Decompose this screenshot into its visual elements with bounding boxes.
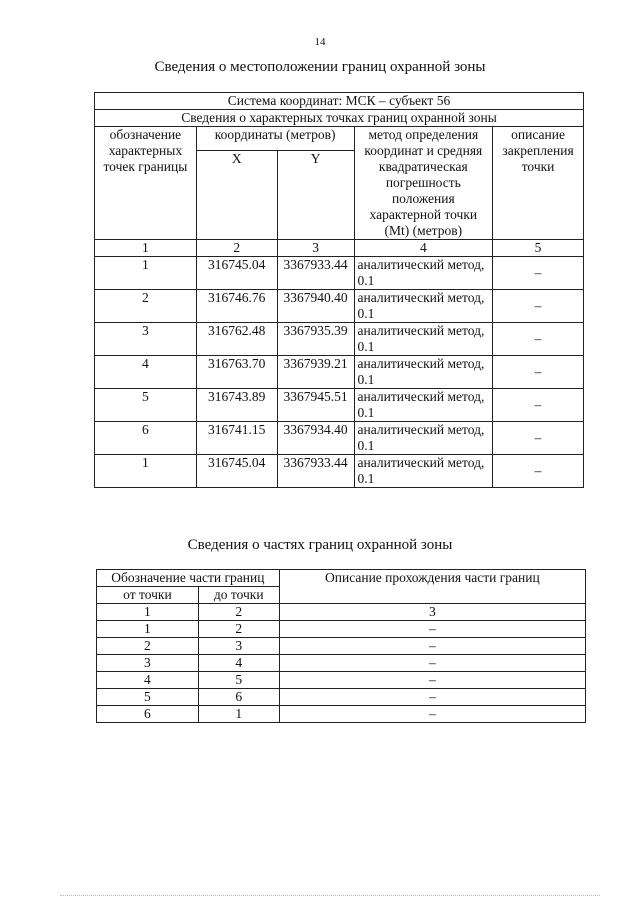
header-coords: координаты (метров) bbox=[196, 127, 354, 151]
parts-header-row bbox=[97, 570, 586, 587]
point-cell: 3 bbox=[95, 323, 197, 356]
header-point: обозначение характерных точек границы bbox=[95, 127, 197, 240]
table-row bbox=[95, 257, 584, 290]
from-cell: 2 bbox=[97, 638, 199, 655]
header-to: до точки bbox=[198, 587, 279, 604]
y-cell: 3367934.40 bbox=[277, 422, 354, 455]
table-row bbox=[97, 689, 586, 706]
x-cell: 316763.70 bbox=[196, 356, 277, 389]
x-cell: 316743.89 bbox=[196, 389, 277, 422]
header-from: от точки bbox=[97, 587, 199, 604]
desc-cell: – bbox=[279, 638, 585, 655]
parts-col-numbers-row bbox=[97, 604, 586, 621]
col-number: 3 bbox=[277, 240, 354, 257]
desc-cell: – bbox=[493, 323, 584, 356]
x-cell: 316746.76 bbox=[196, 290, 277, 323]
header-x: X bbox=[196, 151, 277, 240]
section-title-cell: Сведения о характерных точках границ охранной зоны bbox=[95, 110, 584, 127]
footer-divider bbox=[60, 895, 600, 896]
y-cell: 3367933.44 bbox=[277, 257, 354, 290]
point-cell: 2 bbox=[95, 290, 197, 323]
y-cell: 3367933.44 bbox=[277, 455, 354, 488]
desc-cell: – bbox=[493, 257, 584, 290]
header-y: Y bbox=[277, 151, 354, 240]
point-cell: 6 bbox=[95, 422, 197, 455]
col-number: 1 bbox=[97, 604, 199, 621]
table-row bbox=[95, 422, 584, 455]
to-cell: 1 bbox=[198, 706, 279, 723]
method-cell: аналитический метод, 0.1 bbox=[354, 323, 493, 356]
coord-system-row bbox=[95, 93, 584, 110]
method-cell: аналитический метод, 0.1 bbox=[354, 257, 493, 290]
col-number: 4 bbox=[354, 240, 493, 257]
y-cell: 3367945.51 bbox=[277, 389, 354, 422]
section-title-row bbox=[95, 110, 584, 127]
x-cell: 316741.15 bbox=[196, 422, 277, 455]
x-cell: 316745.04 bbox=[196, 257, 277, 290]
table-row bbox=[95, 389, 584, 422]
method-cell: аналитический метод, 0.1 bbox=[354, 290, 493, 323]
point-cell: 5 bbox=[95, 389, 197, 422]
table-row bbox=[97, 706, 586, 723]
desc-cell: – bbox=[279, 655, 585, 672]
col-number: 3 bbox=[279, 604, 585, 621]
desc-cell: – bbox=[279, 706, 585, 723]
method-cell: аналитический метод, 0.1 bbox=[354, 356, 493, 389]
x-cell: 316745.04 bbox=[196, 455, 277, 488]
table-row bbox=[97, 638, 586, 655]
parts-title: Сведения о частях границ охранной зоны bbox=[187, 537, 453, 553]
table-row bbox=[95, 290, 584, 323]
desc-cell: – bbox=[493, 290, 584, 323]
y-cell: 3367935.39 bbox=[277, 323, 354, 356]
col-number: 5 bbox=[493, 240, 584, 257]
from-cell: 5 bbox=[97, 689, 199, 706]
desc-cell: – bbox=[493, 356, 584, 389]
page-number: 14 bbox=[314, 36, 326, 48]
header-desc: описание закрепления точки bbox=[493, 127, 584, 240]
col-number: 1 bbox=[95, 240, 197, 257]
from-cell: 3 bbox=[97, 655, 199, 672]
desc-cell: – bbox=[279, 689, 585, 706]
method-cell: аналитический метод, 0.1 bbox=[354, 455, 493, 488]
point-cell: 1 bbox=[95, 257, 197, 290]
table-row bbox=[97, 655, 586, 672]
header-part-designation: Обозначение части границ bbox=[97, 570, 280, 587]
desc-cell: – bbox=[493, 389, 584, 422]
col-number: 2 bbox=[198, 604, 279, 621]
to-cell: 3 bbox=[198, 638, 279, 655]
point-cell: 4 bbox=[95, 356, 197, 389]
table-row bbox=[95, 323, 584, 356]
from-cell: 4 bbox=[97, 672, 199, 689]
from-cell: 6 bbox=[97, 706, 199, 723]
y-cell: 3367939.21 bbox=[277, 356, 354, 389]
parts-table bbox=[96, 569, 586, 723]
point-cell: 1 bbox=[95, 455, 197, 488]
x-cell: 316762.48 bbox=[196, 323, 277, 356]
table-row bbox=[97, 672, 586, 689]
y-cell: 3367940.40 bbox=[277, 290, 354, 323]
coord-system-cell: Система координат: МСК – субъект 56 bbox=[95, 93, 584, 110]
header-method: метод определения координат и средняя квадратическая погрешность положения характерной точки (Mt) (метров) bbox=[354, 127, 493, 240]
location-title: Сведения о местоположении границ охранной зоны bbox=[154, 59, 486, 75]
table-row bbox=[95, 356, 584, 389]
table-row bbox=[95, 455, 584, 488]
col-number: 2 bbox=[196, 240, 277, 257]
from-cell: 1 bbox=[97, 621, 199, 638]
header-part-description: Описание прохождения части границ bbox=[279, 570, 585, 604]
to-cell: 4 bbox=[198, 655, 279, 672]
method-cell: аналитический метод, 0.1 bbox=[354, 422, 493, 455]
to-cell: 5 bbox=[198, 672, 279, 689]
method-cell: аналитический метод, 0.1 bbox=[354, 389, 493, 422]
desc-cell: – bbox=[279, 672, 585, 689]
desc-cell: – bbox=[493, 422, 584, 455]
to-cell: 2 bbox=[198, 621, 279, 638]
table-row bbox=[97, 621, 586, 638]
desc-cell: – bbox=[279, 621, 585, 638]
to-cell: 6 bbox=[198, 689, 279, 706]
header-row bbox=[95, 127, 584, 151]
desc-cell: – bbox=[493, 455, 584, 488]
col-numbers-row bbox=[95, 240, 584, 257]
points-table bbox=[94, 92, 584, 488]
